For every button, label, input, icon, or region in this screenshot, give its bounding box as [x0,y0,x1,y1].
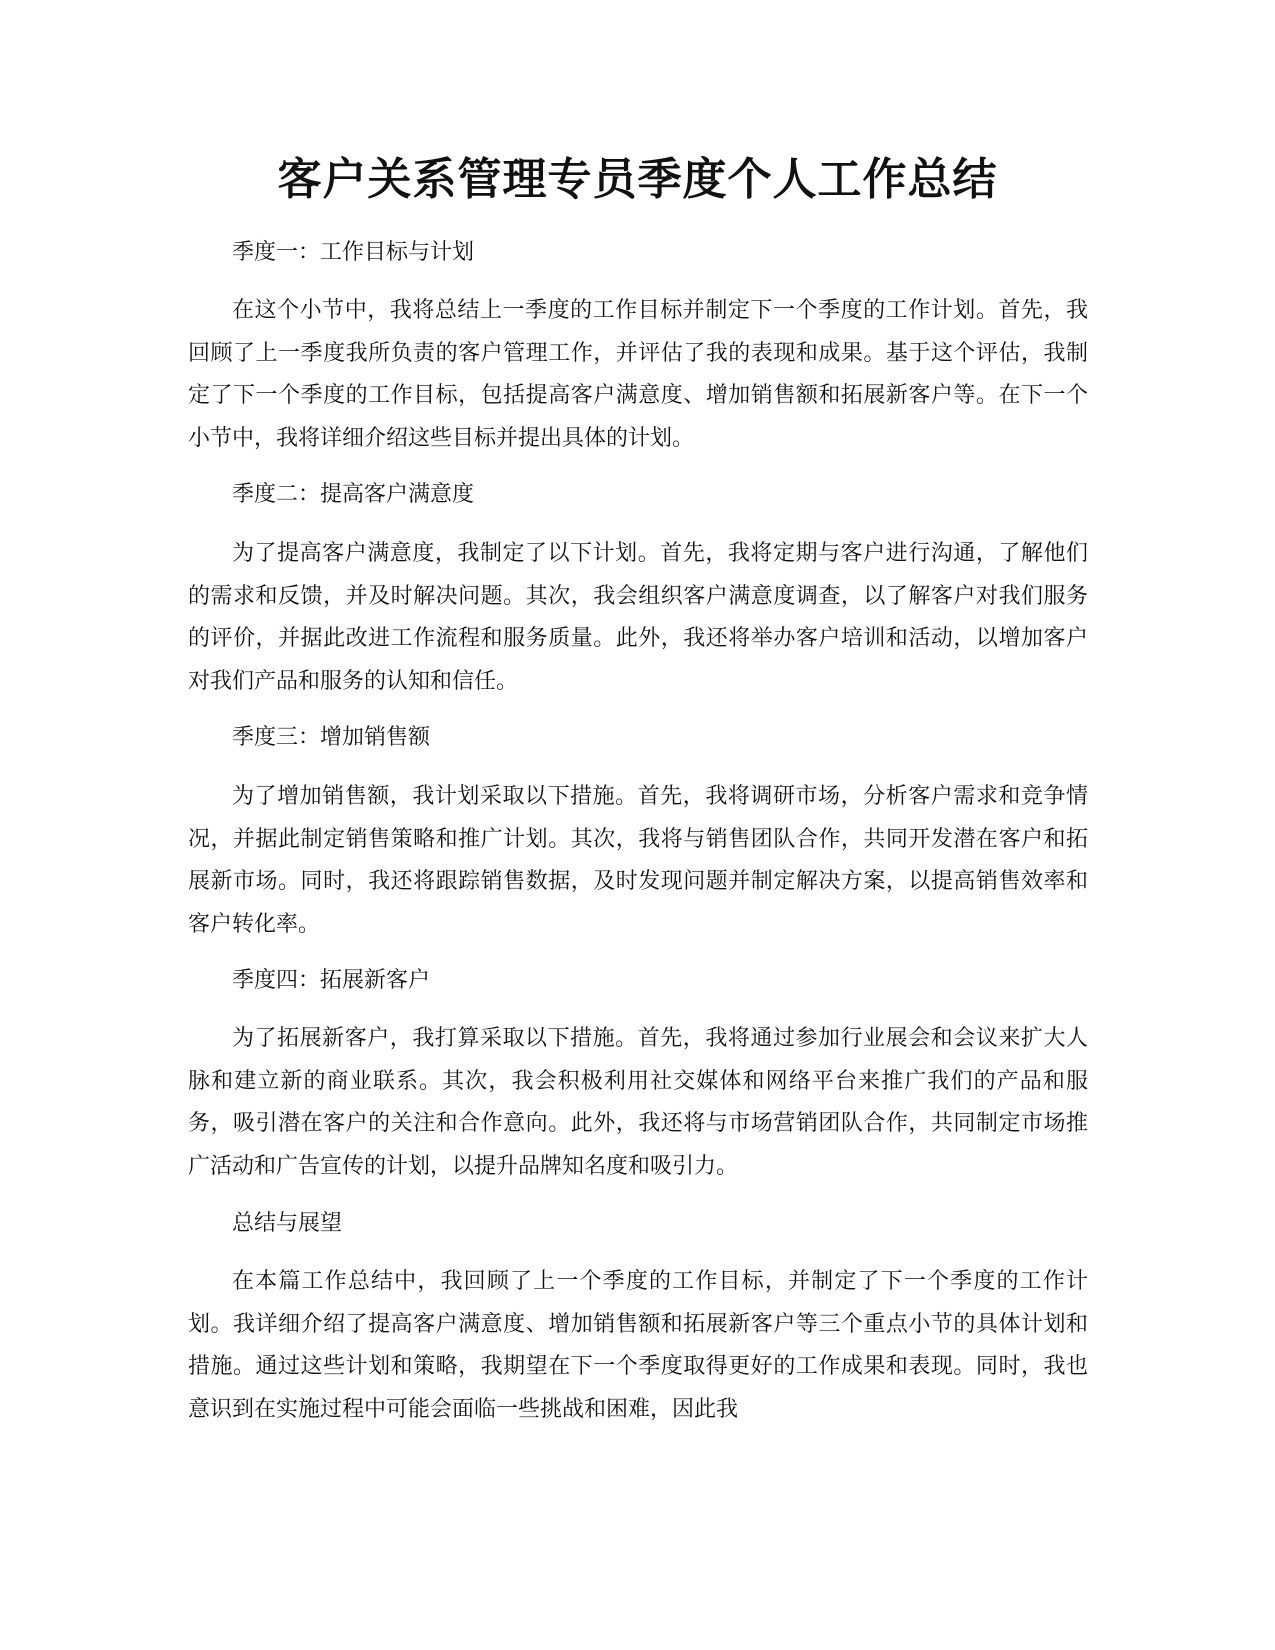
section-heading: 季度四：拓展新客户 [232,968,431,993]
section-heading: 总结与展望 [232,1211,343,1236]
section-paragraph: 为了提高客户满意度，我制定了以下计划。首先，我将定期与客户进行沟通，了解他们的需求和反馈，并及时解决问题。其次，我会组织客户满意度调查，以了解客户对我们服务的评价，并据此改进工作流程和服务质量。此外，我还将举办客户培训和活动，以增加客户对我们产品和服务的认知和信任。 [188,541,1088,694]
section-paragraph: 在这个小节中，我将总结上一季度的工作目标并制定下一个季度的工作计划。首先，我回顾了上一季度我所负责的客户管理工作，并评估了我的表现和成果。基于这个评估，我制定了下一个季度的工作目标，包括提高客户满意度、增加销售额和拓展新客户等。在下一个小节中，我将详细介绍这些目标并提出具体的计划。 [188,298,1088,451]
document-title: 客户关系管理专员季度个人工作总结 [277,154,998,205]
section-paragraph: 为了增加销售额，我计划采取以下措施。首先，我将调研市场，分析客户需求和竞争情况，并据此制定销售策略和推广计划。其次，我将与销售团队合作，共同开发潜在客户和拓展新市场。同时，我还将跟踪销售数据，及时发现问题并制定解决方案，以提高销售效率和客户转化率。 [188,784,1088,937]
section-paragraph: 为了拓展新客户，我打算采取以下措施。首先，我将通过参加行业展会和会议来扩大人脉和建立新的商业联系。其次，我会积极利用社交媒体和网络平台来推广我们的产品和服务，吸引潜在客户的关注和合作意向。此外，我还将与市场营销团队合作，共同制定市场推广活动和广告宣传的计划，以提升品牌知名度和吸引力。 [188,1026,1088,1179]
section-heading: 季度一：工作目标与计划 [232,240,475,265]
section-heading: 季度三：增加销售额 [232,725,431,750]
section-heading: 季度二：提高客户满意度 [232,482,475,507]
section-paragraph: 在本篇工作总结中，我回顾了上一个季度的工作目标，并制定了下一个季度的工作计划。我详细介绍了提高客户满意度、增加销售额和拓展新客户等三个重点小节的具体计划和措施。通过这些计划和策略，我期望在下一个季度取得更好的工作成果和表现。同时，我也意识到在实施过程中可能会面临一些挑战和困难，因此我 [188,1269,1088,1422]
